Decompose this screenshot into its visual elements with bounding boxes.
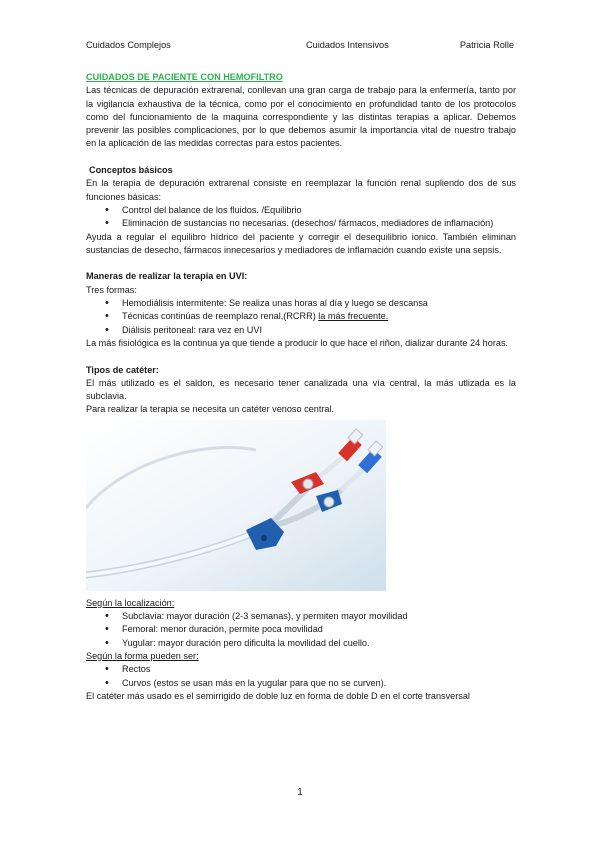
localizacion-heading: Según la localización: xyxy=(86,597,175,608)
conceptos-list xyxy=(86,204,516,231)
list-item: • Eliminación de sustancias no necesarias. (desechos/ fármacos, mediadores de inflamación) xyxy=(86,217,516,230)
list-item: • Hemodiálisis intermitente: Se realiza unas horas al día y luego se descansa xyxy=(86,297,516,310)
header-center: Cuidados Intensivos xyxy=(306,40,389,50)
list-item: • Control del balance de los fluidos. /Equilibrio xyxy=(86,204,516,217)
document-body xyxy=(86,71,516,703)
localizacion-list xyxy=(86,610,516,650)
list-item: • Curvos (estos se usan más en la yugular para que no se curven). xyxy=(86,677,516,690)
header-left: Cuidados Complejos xyxy=(86,40,171,50)
list-item-text: Técnicas continúas de reemplazo renal,(RCRR) xyxy=(122,311,319,322)
maneras-list xyxy=(86,297,516,337)
conceptos-heading: Conceptos básicos xyxy=(89,165,173,176)
forma-heading: Según la forma pueden ser: xyxy=(86,650,199,661)
list-item: • Diálisis peritoneal: rara vez en UVI xyxy=(86,324,516,337)
maneras-intro: Tres formas: xyxy=(86,284,137,295)
catheter-photo xyxy=(86,420,386,591)
cateter-text-1: El más utilizado es el saldon, es necesario tener canalizada una vía central, la más utlizada es la subclavia. xyxy=(86,377,516,402)
list-item xyxy=(86,310,516,323)
list-item: • Rectos xyxy=(86,663,516,676)
conceptos-after: Ayuda a regular el equilibro hídrico del paciente y corregir el desequilibrio ionico. También eliminan sustancias de desecho, fármacos innecesarios y mediadores de inflamación cuando existe una sepsis. xyxy=(86,231,516,255)
conceptos-text: En la terapia de depuración extrarenal consiste en reemplazar la función renal supliendo dos de sus funciones básicas: xyxy=(86,178,516,202)
document-title: CUIDADOS DE PACIENTE CON HEMOFILTRO xyxy=(86,72,283,82)
forma-after: El catéter más usado es el semirrigido de doble luz en forma de doble D en el corte transversal xyxy=(86,690,470,701)
underlined-emphasis: la más frecuente. xyxy=(318,311,389,322)
list-item: • Yugular: mayor duración pero dificulta la movilidad del cuello. xyxy=(86,637,516,650)
intro-paragraph: Las técnicas de depuración extrarenal, conllevan una gran carga de trabajo para la enfermería, tanto por la vigilancia exhaustiva de la técnica, como por el conocimiento en profundidad tanto de los protocolos como del funcionamiento de la maquina correspondiente y las distintas terapias a aplicar. Debemos prevenir las posibles complicaciones, por lo que debemos asumir la importancia vital de nuestro trabajo en la aplicación de las medidas correctas para estos pacientes. xyxy=(86,85,516,149)
maneras-heading: Maneras de realizar la terapia en UVI: xyxy=(86,271,248,282)
catheter-image xyxy=(86,420,386,591)
page-number: 1 xyxy=(297,787,303,798)
list-item: • Femoral: menor duración, permite poca movilidad xyxy=(86,623,516,636)
cateter-text-2: Para realizar la terapia se necesita un catéter venoso central. xyxy=(86,404,335,415)
header-right: Patricia Rolle xyxy=(459,40,514,50)
list-item: • Subclavia: mayor duración (2-3 semanas), y permiten mayor movilidad xyxy=(86,610,516,623)
cateter-heading: Tipos de catéter: xyxy=(86,364,159,375)
page-header xyxy=(86,40,514,54)
maneras-after: La más fisiológica es la continua ya que tiende a producir lo que hace el riñon, dializar durante 24 horas. xyxy=(86,337,509,348)
forma-list xyxy=(86,663,516,690)
